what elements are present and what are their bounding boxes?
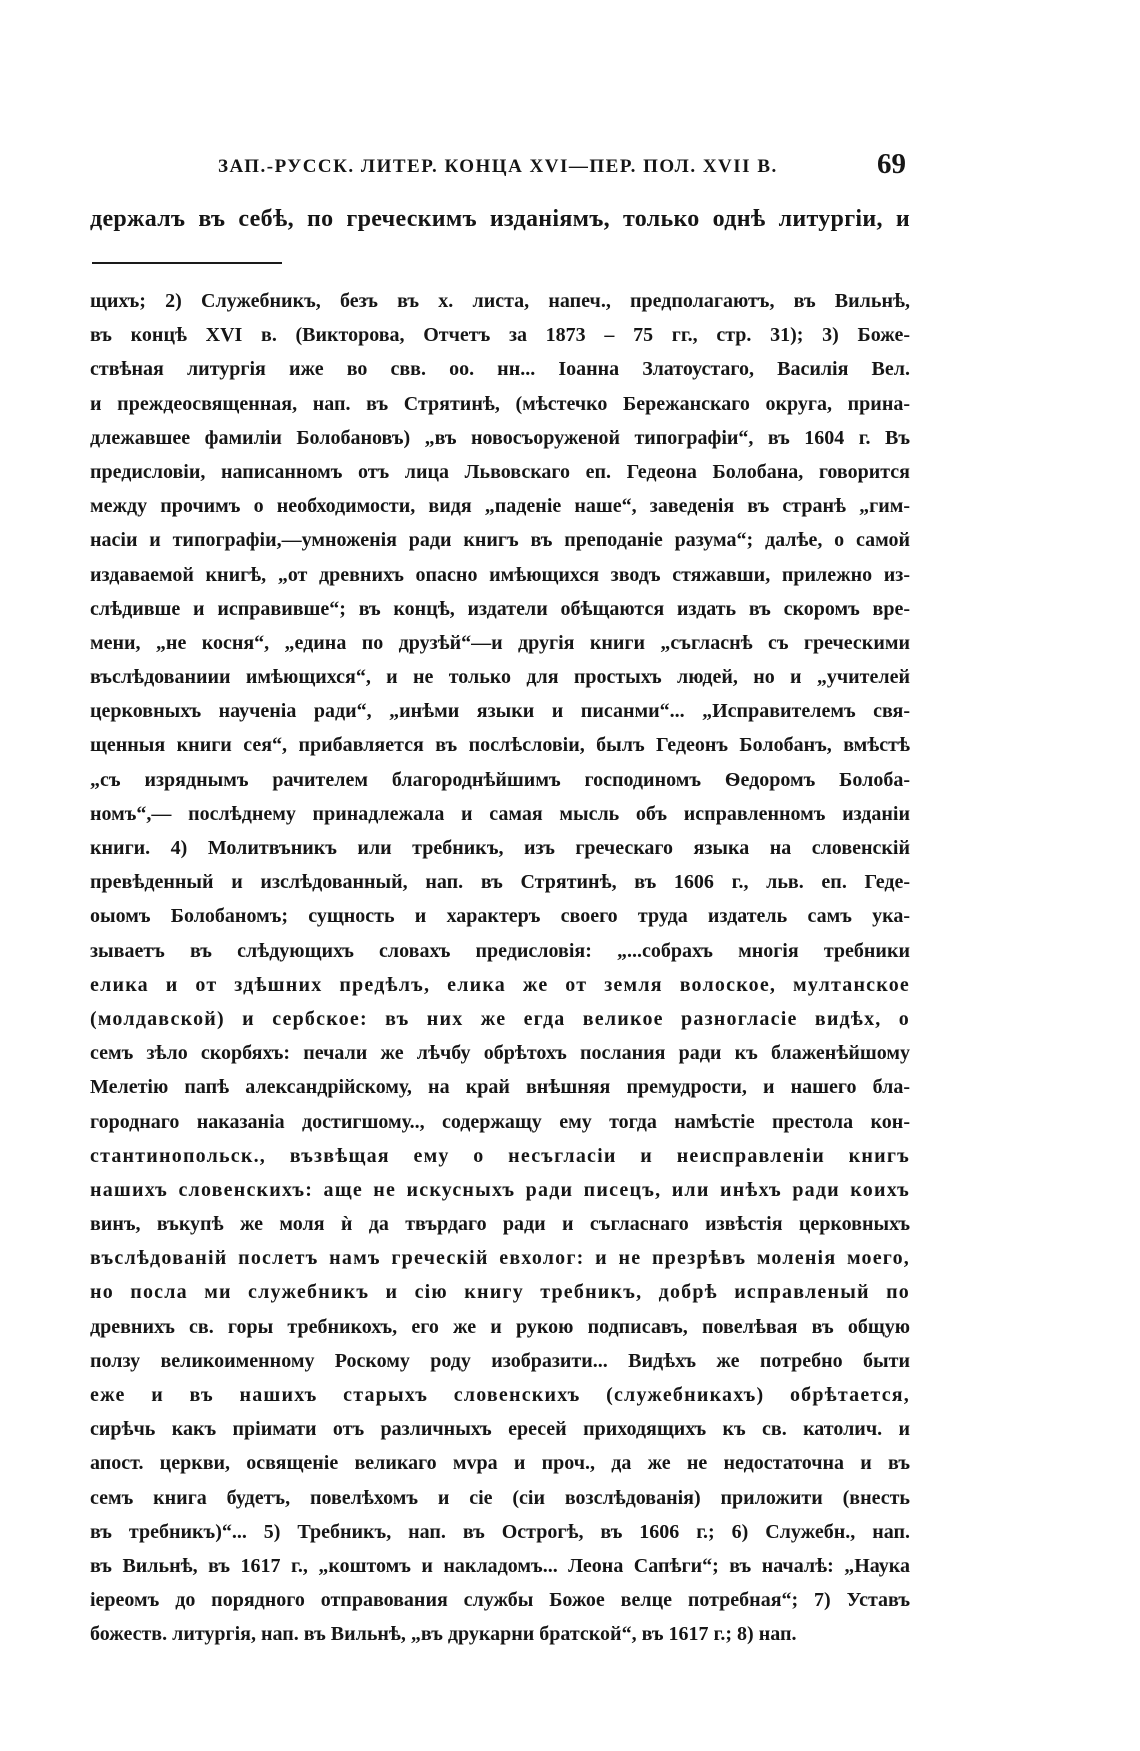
- footnote-line: ствѣная литургія иже во свв. оо. нн... Іоанна Златоустаго, Василія Вел.: [90, 358, 910, 381]
- footnote-line: зываетъ въ слѣдующихъ словахъ предисловія: „...собрахъ многія требники: [90, 939, 910, 962]
- footnote-line: предисловіи, написанномъ отъ лица Львовскаго еп. Гедеона Болобана, говорится: [90, 460, 910, 483]
- footnote-line: длежавшее фамиліи Болобановъ) „въ новосъоруженой типографіи“, въ 1604 г. Въ: [90, 426, 910, 449]
- footnote-line: въ Вильнѣ, въ 1617 г., „коштомъ и накладомъ... Леона Сапѣги“; въ началѣ: „Наука: [90, 1554, 910, 1577]
- footnote-line: и преждеосвященная, нап. въ Стрятинѣ, (мѣстечко Бережанскаго округа, прина-: [90, 392, 910, 415]
- footnote-line: слѣдивше и исправивше“; въ концѣ, издатели обѣщаются издать въ скоромъ вре-: [90, 597, 910, 620]
- footnote-line: мени, „не косня“, „едина по друзѣй“—и другія книги „съгласнѣ съ греческими: [90, 631, 910, 654]
- footnote-line: еже и въ нашихъ старыхъ словенскихъ (служебникахъ) обрѣтается,: [90, 1384, 910, 1406]
- body-text-line: держалъ въ себѣ, по греческимъ изданіямъ, только однѣ литургіи, и: [90, 206, 910, 232]
- footnote-line: елика и от здѣшних предѣлъ, елика же от земля волоское, мултанское: [90, 973, 910, 996]
- footnote-block: [90, 284, 910, 1652]
- footnote-line: (молдавской) и сербское: въ них же егда великое разногласіе видѣх, о: [90, 1007, 910, 1030]
- footnote-line: семъ зѣло скорбяхъ: печали же лѣчбу обрѣтохъ послания ради къ блаженѣйшому: [90, 1042, 910, 1065]
- footnote-line: между прочимъ о необходимости, видя „паденіе наше“, заведенія въ странѣ „гим-: [90, 495, 910, 518]
- footnote-line: издаваемой книгѣ, „от древнихъ опасно имѣющихся зводъ стяжавши, прилежно из-: [90, 563, 910, 586]
- footnote-line: оыомъ Болобаномъ; сущность и характеръ своего труда издатель самъ ука-: [90, 905, 910, 928]
- footnote-line: нашихъ словенскихъ: аще не искусныхъ ради писецъ, или инѣхъ ради коихъ: [90, 1178, 910, 1201]
- running-title: ЗАП.-РУССК. ЛИТЕР. КОНЦА XVI—ПЕР. ПОЛ. XVII В.: [218, 156, 778, 177]
- footnote-line: насіи и типографіи,—умноженія ради книгъ въ преподаніе разума“; далѣе, о самой: [90, 529, 910, 552]
- footnote-line: въ концѣ XVI в. (Викторова, Отчетъ за 1873 – 75 гг., стр. 31); 3) Боже-: [90, 324, 910, 347]
- footnote-line: книги. 4) Молитвъникъ или требникъ, изъ греческаго языка на словенскій: [90, 837, 910, 859]
- footnote-line: но посла ми служебникъ и сію книгу требникъ, добрѣ исправленый по: [90, 1281, 910, 1304]
- footnote-line: ползу великоименному Роскому роду изобразити... Видѣхъ же потребно быти: [90, 1349, 910, 1372]
- footnote-line: древнихъ св. горы требникохъ, его же и рукою подписавъ, повелѣвая въ общую: [90, 1315, 910, 1338]
- footnote-line: въслѣдованій послетъ намъ греческій евхолог: и не презрѣвъ моленія моего,: [90, 1247, 910, 1270]
- book-page: [90, 0, 910, 1751]
- footnote-line: сирѣчь какъ пріимати отъ различныхъ ересей приходящихъ къ св. католич. и: [90, 1418, 910, 1441]
- footnote-line: іереомъ до порядного отправования службы Божое велце потребная“; 7) Уставъ: [90, 1589, 910, 1612]
- footnote-line: церковныхъ наученіа ради“, „инѣми языки и писанми“... „Исправителемъ свя-: [90, 700, 910, 723]
- footnote-line: винъ, въкупѣ же моля ѝ да твърдаго ради и съгласнаго извѣстія церковныхъ: [90, 1213, 910, 1236]
- footnote-separator: [92, 262, 282, 264]
- footnote-line: превѣденный и изслѣдованный, нап. въ Стрятинѣ, въ 1606 г., льв. еп. Геде-: [90, 871, 910, 894]
- footnote-line: въслѣдованиии имѣющихся“, и не только для простыхъ людей, но и „учителей: [90, 666, 910, 689]
- page-number: 69: [877, 148, 906, 180]
- footnote-line: щенныя книги сея“, прибавляется въ послѣсловіи, былъ Гедеонъ Болобанъ, вмѣстѣ: [90, 734, 910, 757]
- footnote-line: божеств. литургія, нап. въ Вильнѣ, „въ друкарни братской“, въ 1617 г.; 8) нап.: [90, 1623, 797, 1646]
- footnote-line: „съ изряднымъ рачителем благороднѣйшимъ господиномъ Ѳедоромъ Болоба-: [90, 768, 910, 791]
- footnote-line: семъ книга будетъ, повелѣхомъ и сіе (сіи возслѣдованія) приложити (внесть: [90, 1486, 910, 1509]
- footnote-line: щихъ; 2) Служебникъ, безъ въ х. листа, напеч., предполагаютъ, въ Вильнѣ,: [90, 290, 910, 312]
- footnote-line: Мелетію папѣ александрійскому, на край внѣшняя премудрости, и нашего бла-: [90, 1076, 910, 1099]
- footnote-line: апост. церкви, освященіе великаго мvра и проч., да же не недостаточна и въ: [90, 1452, 910, 1475]
- running-head: [90, 148, 910, 188]
- footnote-line: въ требникъ)“... 5) Требникъ, нап. въ Острогѣ, въ 1606 г.; 6) Служебн., нап.: [90, 1520, 910, 1543]
- footnote-line: городнаго наказаніа достигшому.., содержащу ему тогда намѣстіе престола кон-: [90, 1110, 910, 1133]
- footnote-line: номъ“,— послѣднему принадлежала и самая мысль объ исправленномъ изданіи: [90, 802, 910, 825]
- footnote-line: стантинопольск., възвѣщая ему о несъгласіи и неисправленіи книгъ: [90, 1144, 910, 1167]
